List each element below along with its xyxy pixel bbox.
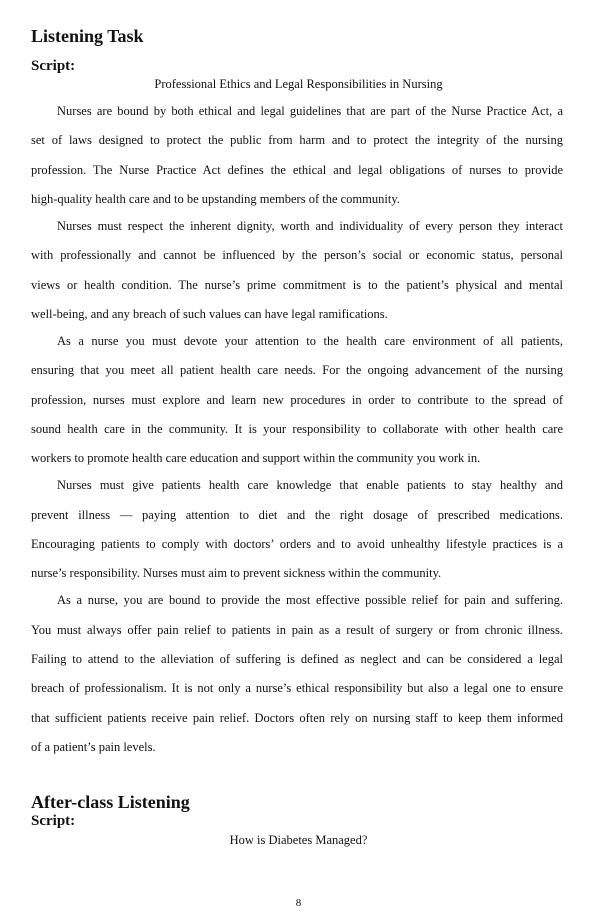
paragraph-line: nurse’s responsibility. Nurses must aim to prevent sickness within the community. [31, 566, 442, 580]
paragraph-line: profession, nurses must explore and learn new procedures in order to contribute to the spread of [31, 393, 563, 407]
page-number: 8 [295, 897, 302, 909]
paragraph-line: of a patient’s pain levels. [31, 740, 156, 754]
paragraph-line: sound health care in the community. It is your responsibility to collaborate with other health care [31, 422, 563, 436]
paragraph-line: high-quality health care and to be upstanding members of the community. [31, 192, 400, 206]
script-label: Script: [31, 813, 76, 829]
paragraph-line: well-being, and any breach of such values can have legal ramifications. [31, 307, 388, 321]
paragraph-line: As a nurse, you are bound to provide the most effective possible relief for pain and suffering. [57, 593, 563, 607]
paragraph-line: that sufficient patients receive pain relief. Doctors often rely on nursing staff to keep them informed [31, 711, 563, 725]
paragraph-line: Failing to attend to the alleviation of suffering is defined as neglect and can be considered a legal [31, 652, 563, 666]
paragraph-line: prevent illness — paying attention to diet and the right dosage of prescribed medications. [31, 508, 563, 522]
paragraph-line: with professionally and cannot be influenced by the person’s social or economic status, personal [31, 248, 563, 262]
paragraph-line: Encouraging patients to comply with doctors’ orders and to avoid unhealthy lifestyle practices is a [31, 537, 563, 551]
paragraph-line: You must always offer pain relief to patients in pain as a result of surgery or from chronic illness. [31, 623, 563, 637]
script-title: Professional Ethics and Legal Responsibilities in Nursing [154, 77, 443, 91]
paragraph-line: views or health condition. The nurse’s prime commitment is to the patient’s physical and mental [31, 278, 563, 292]
paragraph-line: As a nurse you must devote your attention to the health care environment of all patients, [57, 334, 563, 348]
section-heading-listening-task: Listening Task [31, 26, 144, 46]
paragraph-line: ensuring that you meet all patient health care needs. For the ongoing advancement of the nursing [31, 363, 563, 377]
section-heading-after-class-listening: After-class Listening [31, 792, 190, 812]
paragraph-line: Nurses are bound by both ethical and legal guidelines that are part of the Nurse Practice Act, a [57, 104, 563, 118]
paragraph-line: Nurses must respect the inherent dignity, worth and individuality of every person they interact [57, 219, 563, 233]
paragraph-line: Nurses must give patients health care knowledge that enable patients to stay healthy and [57, 478, 563, 492]
paragraph-line: breach of professionalism. It is not only a nurse’s ethical responsibility but also a legal one to ensure [31, 681, 563, 695]
script-title: How is Diabetes Managed? [229, 833, 368, 847]
paragraph-line: profession. The Nurse Practice Act defines the ethical and legal obligations of nurses to provide [31, 163, 563, 177]
paragraph-line: workers to promote health care education and support within the community you work in. [31, 451, 481, 465]
script-label: Script: [31, 58, 76, 74]
paragraph-line: set of laws designed to protect the public from harm and to protect the integrity of the nursing [31, 133, 563, 147]
